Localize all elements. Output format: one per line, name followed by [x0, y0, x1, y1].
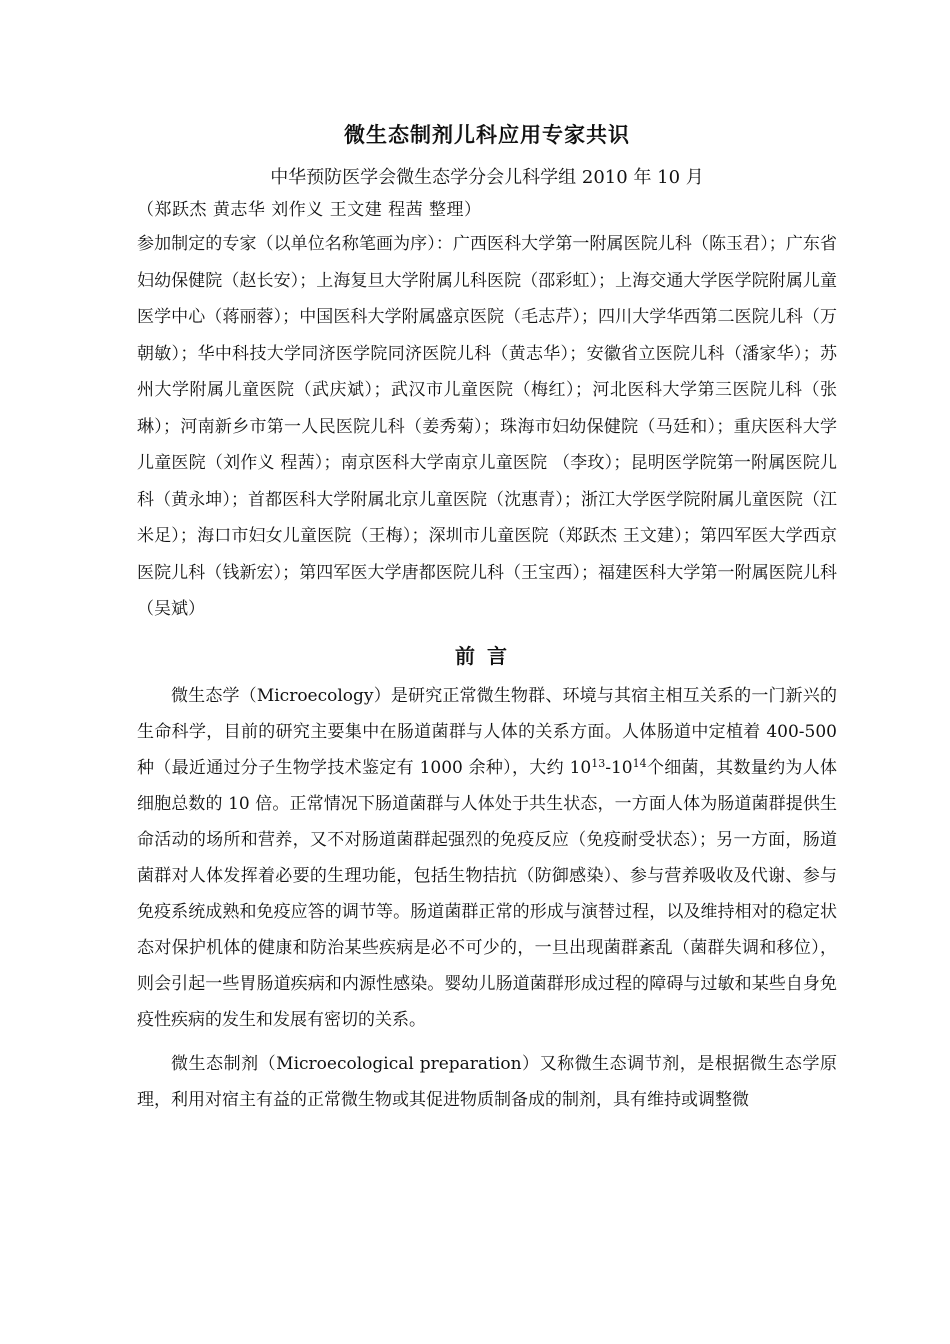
editors-line: （郑跃杰 黄志华 刘作义 王文建 程茜 整理） [137, 200, 482, 220]
document-body [137, 116, 837, 1118]
experts-list: 参加制定的专家（以单位名称笔画为序）：广西医科大学第一附属医院儿科（陈玉君）；广东省妇幼保健院（赵长安）；上海复旦大学附属儿科医院（邵彩虹）；上海交通大学医学院附属儿童医学中心（蒋丽蓉）；中国医科大学附属盛京医院（毛志芹）；四川大学华西第二医院儿科（万朝敏）；华中科技大学同济医学院同济医院儿科（黄志华）；安徽省立医院儿科（潘家华）；苏州大学附属儿童医院（武庆斌）；武汉市儿童医院（梅红）；河北医科大学第三医院儿科（张琳）；河南新乡市第一人民医院儿科（姜秀菊）；珠海市妇幼保健院（马廷和）；重庆医科大学儿童医院（刘作义 程茜）；南京医科大学南京儿童医院 （李玫）；昆明医学院第一附属医院儿科（黄永坤）；首都医科大学附属北京儿童医院（沈惠青）；浙江大学医学院附属儿童医院（江米足）；海口市妇女儿童医院（王梅）；深圳市儿童医院（郑跃杰 王文建）；第四军医大学西京医院儿科（钱新宏）；第四军医大学唐都医院儿科（王宝西）；福建医科大学第一附属医院儿科（吴斌） [137, 234, 837, 619]
document-title: 微生态制剂儿科应用专家共识 [344, 123, 630, 147]
para1-text-a: 微生态学（Microecology）是研究正常微生物群、环境与其宿主相互关系的一门新兴的生命科学，目前的研究主要集中在肠道菌群与人体的关系方面。人体肠道中定植着 400-500 种（最近通过分子生物学技术鉴定有 1000 余种），大约 10 [137, 685, 837, 778]
section-title-preface: 前言 [455, 643, 519, 668]
exponent-13: 13 [591, 756, 606, 770]
preface-paragraph-2: 微生态制剂（Microecological preparation）又称微生态调节剂，是根据微生态学原理，利用对宿主有益的正常微生物或其促进物质制备成的制剂，具有维持或调整微 [137, 1053, 837, 1110]
document-subtitle: 中华预防医学会微生态学分会儿科学组 2010 年 10 月 [270, 167, 704, 188]
preface-paragraph-1 [137, 678, 837, 1038]
para1-text-c: 个细菌，其数量约为人体细胞总数的 10 倍。正常情况下肠道菌群与人体处于共生状态，一方面人体为肠道菌群提供生命活动的场所和营养，又不对肠道菌群起强烈的免疫反应（免疫耐受状态）；另一方面，肠道菌群对人体发挥着必要的生理功能，包括生物拮抗（防御感染）、参与营养吸收及代谢、参与免疫系统成熟和免疫应答的调节等。肠道菌群正常的形成与演替过程，以及维持相对的稳定状态对保护机体的健康和防治某些疾病是必不可少的，一旦出现菌群紊乱（菌群失调和移位），则会引起一些胃肠道疾病和内源性感染。婴幼儿肠道菌群形成过程的障碍与过敏和某些自身免疫性疾病的发生和发展有密切的关系。 [137, 757, 838, 1030]
exponent-14: 14 [632, 756, 647, 770]
para1-text-b: -10 [605, 757, 633, 778]
